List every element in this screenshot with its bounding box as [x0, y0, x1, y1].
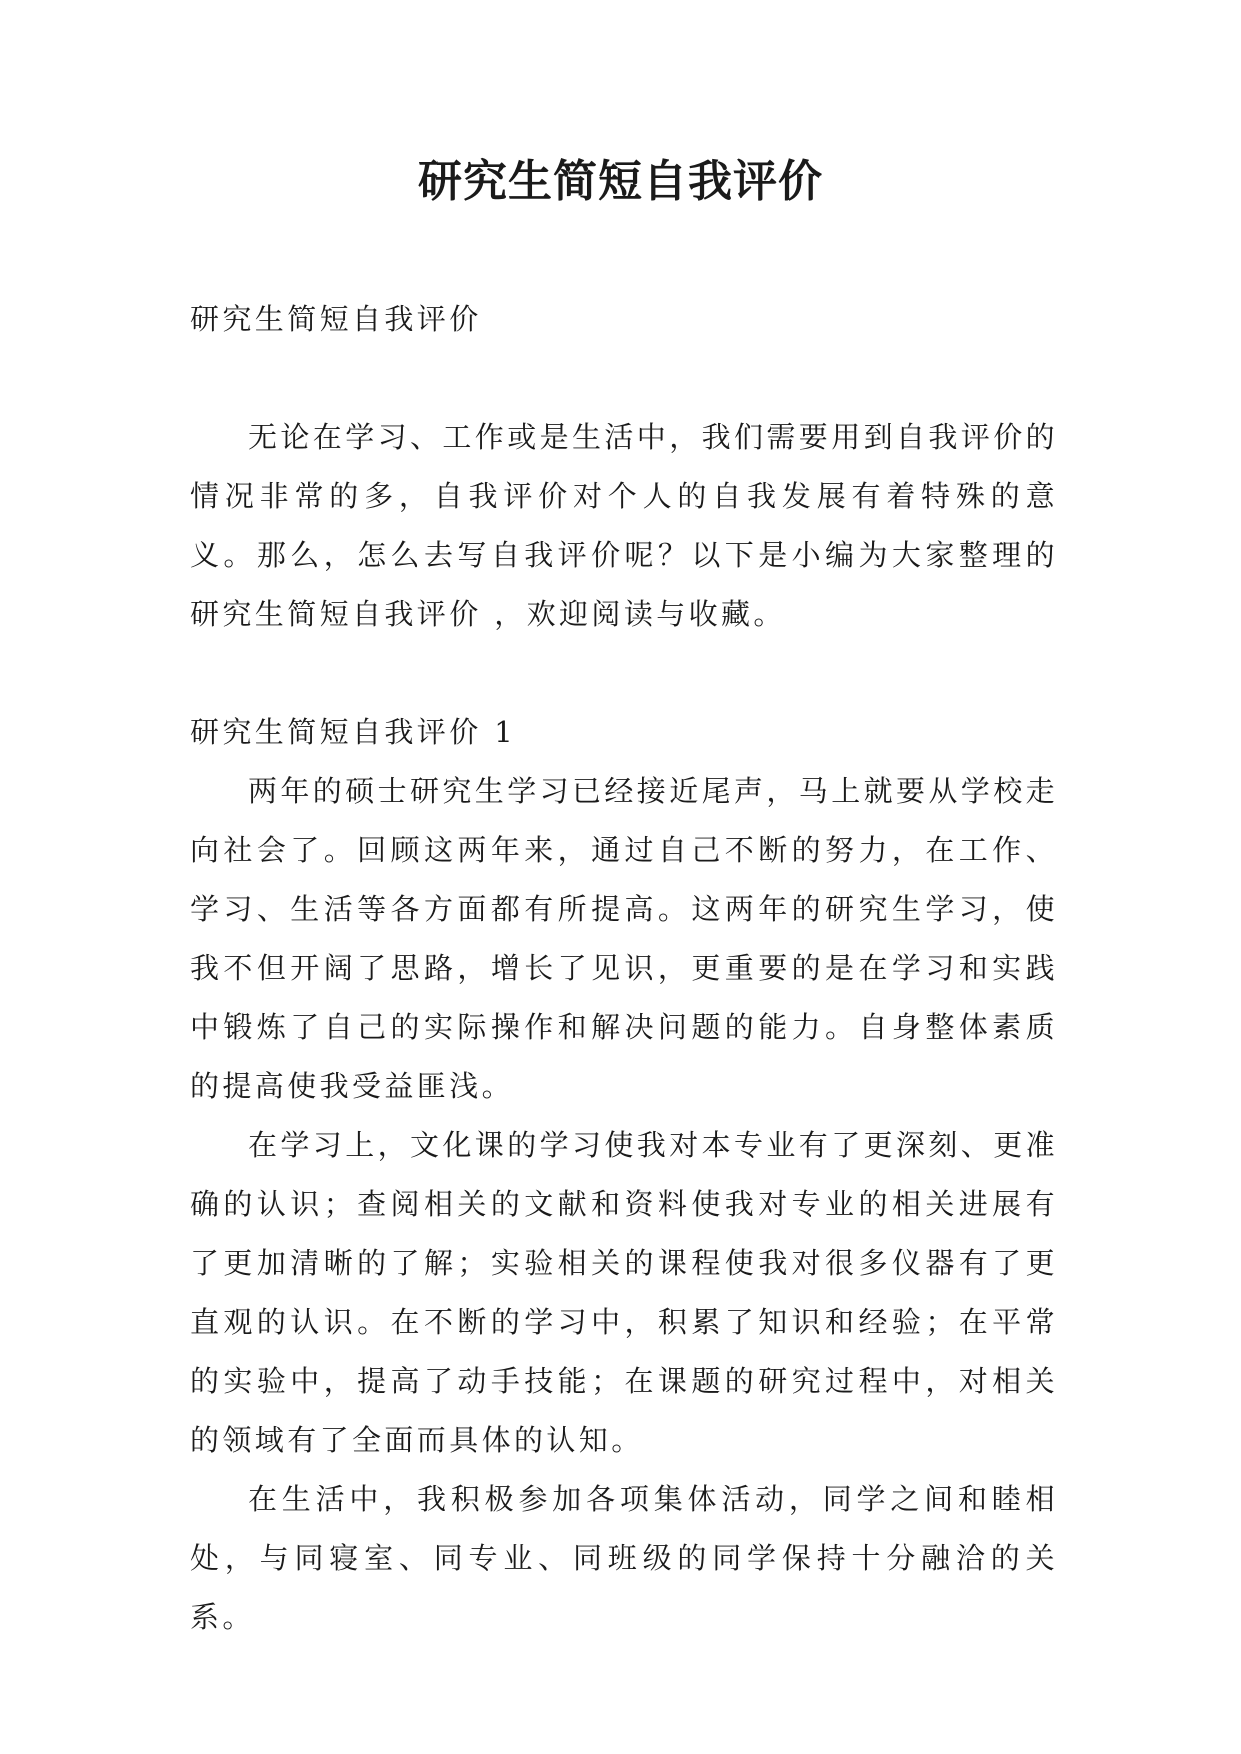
body-paragraph-3: 在生活中，我积极参加各项集体活动，同学之间和睦相处，与同寝室、同专业、同班级的同学保持十分融洽的关系。 — [190, 1482, 1058, 1634]
body-paragraph-1: 两年的硕士研究生学习已经接近尾声，马上就要从学校走向社会了。回顾这两年来，通过自己不断的努力，在工作、学习、生活等各方面都有所提高。这两年的研究生学习，使我不但开阔了思路，增长了见识，更重要的是在学习和实践中锻炼了自己的实际操作和解决问题的能力。自身整体素质的提高使我受益匪浅。 — [190, 774, 1059, 1103]
intro-paragraph: 无论在学习、工作或是生活中，我们需要用到自我评价的情况非常的多，自我评价对个人的自我发展有着特殊的意义。那么，怎么去写自我评价呢？以下是小编为大家整理的研究生简短自我评价 ，欢迎阅读与收藏。 — [190, 420, 1059, 631]
section-heading: 研究生简短自我评价 1 — [190, 715, 517, 749]
document-title: 研究生简短自我评价 — [418, 156, 823, 207]
document-subtitle: 研究生简短自我评价 — [190, 302, 482, 336]
document-body — [190, 290, 1058, 1647]
body-paragraph-2: 在学习上，文化课的学习使我对本专业有了更深刻、更准确的认识；查阅相关的文献和资料使我对专业的相关进展有了更加清晰的了解；实验相关的课程使我对很多仪器有了更直观的认识。在不断的学习中，积累了知识和经验；在平常的实验中，提高了动手技能；在课题的研究过程中，对相关的领域有了全面而具体的认知。 — [190, 1128, 1059, 1457]
